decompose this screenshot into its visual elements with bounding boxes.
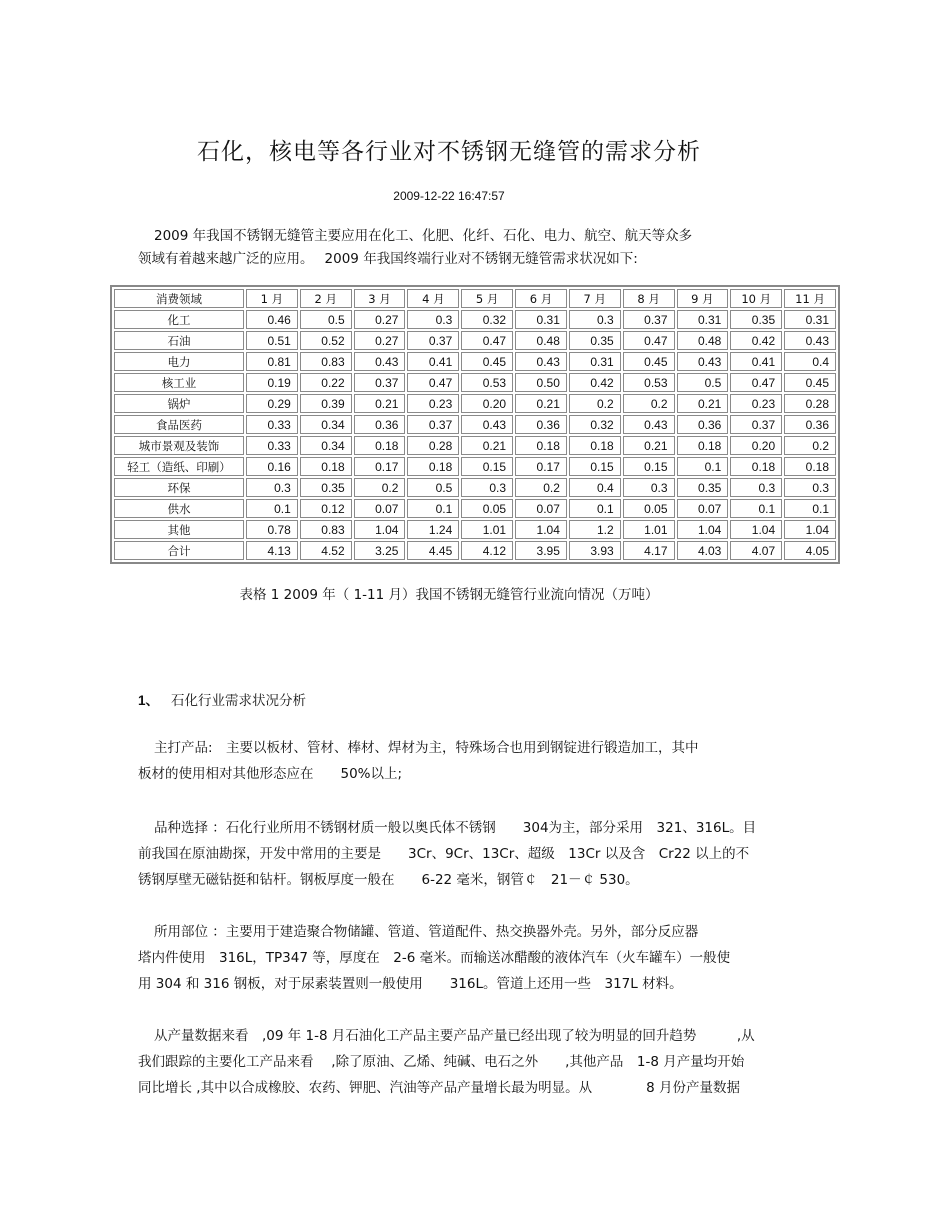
row-value: 0.78 [246, 520, 298, 539]
row-value: 4.52 [300, 541, 352, 560]
paragraph-line: 从产量数据来看 ,09 年 1-8 月石油化工产品主要产品产量已经出现了较为明显的回升趋势 ,从 [154, 1028, 755, 1044]
row-value: 0.37 [407, 415, 459, 434]
row-value: 0.48 [515, 331, 567, 350]
paragraph-line: 我们跟踪的主要化工产品来看 ,除了原油、乙烯、纯碱、电石之外 ,其他产品 1-8 月产量均开始 [138, 1054, 745, 1070]
row-category: 轻工（造纸、印刷） [114, 457, 244, 476]
paragraph-line: 同比增长 ,其中以合成橡胶、农药、钾肥、汽油等产品产量增长最为明显。从 8 月份产量数据 [138, 1080, 740, 1096]
section-heading [138, 689, 306, 709]
paragraph-line: 用 304 和 316 钢板，对于尿素装置则一般使用 316L。管道上还用一些 317L 材料。 [138, 976, 683, 992]
header-month: 5 月 [461, 289, 513, 308]
row-value: 4.13 [246, 541, 298, 560]
row-value: 0.39 [300, 394, 352, 413]
row-value: 1.04 [730, 520, 782, 539]
row-value: 0.07 [515, 499, 567, 518]
row-value: 0.1 [730, 499, 782, 518]
row-value: 3.95 [515, 541, 567, 560]
table-row [114, 520, 836, 539]
row-value: 0.1 [677, 457, 729, 476]
row-value: 0.18 [784, 457, 836, 476]
row-value: 0.37 [354, 373, 406, 392]
header-month: 7 月 [569, 289, 621, 308]
row-value: 0.2 [515, 478, 567, 497]
row-value: 0.3 [784, 478, 836, 497]
row-value: 0.35 [677, 478, 729, 497]
row-value: 0.16 [246, 457, 298, 476]
row-value: 0.43 [461, 415, 513, 434]
row-value: 0.28 [784, 394, 836, 413]
row-value: 0.43 [677, 352, 729, 371]
row-value: 0.36 [784, 415, 836, 434]
row-value: 0.23 [730, 394, 782, 413]
row-value: 0.27 [354, 331, 406, 350]
row-value: 0.47 [461, 331, 513, 350]
paragraph-line: 锈钢厚壁无磁钻挺和钻杆。钢板厚度一般在 6-22 毫米，钢管￠ 21－￠ 530。 [138, 872, 639, 888]
row-value: 0.12 [300, 499, 352, 518]
header-month: 8 月 [623, 289, 675, 308]
row-value: 0.17 [354, 457, 406, 476]
paragraph-line: 塔内件使用 316L，TP347 等，厚度在 2-6 毫米。而输送冰醋酸的液体汽车（火车罐车）一般使 [138, 950, 731, 966]
table-row [114, 415, 836, 434]
row-value: 0.22 [300, 373, 352, 392]
table-row [114, 499, 836, 518]
row-value: 0.15 [461, 457, 513, 476]
row-value: 0.05 [461, 499, 513, 518]
table-row [114, 541, 836, 560]
row-value: 0.1 [784, 499, 836, 518]
row-category: 城市景观及装饰 [114, 436, 244, 455]
row-category: 环保 [114, 478, 244, 497]
section-title: 石化行业需求状况分析 [171, 693, 307, 709]
row-value: 0.47 [407, 373, 459, 392]
row-value: 0.18 [569, 436, 621, 455]
table-row [114, 310, 836, 329]
table-row [114, 436, 836, 455]
row-value: 0.07 [677, 499, 729, 518]
row-value: 0.52 [300, 331, 352, 350]
table-row [114, 352, 836, 371]
row-value: 0.32 [569, 415, 621, 434]
row-value: 0.18 [730, 457, 782, 476]
row-value: 3.93 [569, 541, 621, 560]
row-value: 0.2 [784, 436, 836, 455]
row-value: 4.07 [730, 541, 782, 560]
row-value: 0.53 [623, 373, 675, 392]
row-value: 4.17 [623, 541, 675, 560]
row-value: 0.2 [354, 478, 406, 497]
publish-timestamp: 2009-12-22 16:47:57 [393, 189, 505, 203]
row-value: 1.04 [354, 520, 406, 539]
page-title: 石化，核电等各行业对不锈钢无缝管的需求分析 [197, 139, 701, 165]
row-value: 1.04 [515, 520, 567, 539]
header-category: 消费领域 [114, 289, 244, 308]
row-value: 0.51 [246, 331, 298, 350]
table-row [114, 457, 836, 476]
row-value: 0.21 [677, 394, 729, 413]
row-value: 0.18 [300, 457, 352, 476]
row-category: 合计 [114, 541, 244, 560]
row-value: 0.19 [246, 373, 298, 392]
row-value: 1.04 [677, 520, 729, 539]
row-value: 1.24 [407, 520, 459, 539]
row-value: 0.42 [730, 331, 782, 350]
row-value: 0.33 [246, 436, 298, 455]
table-row [114, 331, 836, 350]
row-value: 0.1 [246, 499, 298, 518]
row-value: 0.35 [300, 478, 352, 497]
row-value: 4.12 [461, 541, 513, 560]
row-value: 0.18 [515, 436, 567, 455]
row-value: 0.45 [784, 373, 836, 392]
row-value: 0.37 [730, 415, 782, 434]
row-value: 0.4 [569, 478, 621, 497]
row-category: 核工业 [114, 373, 244, 392]
row-value: 0.15 [569, 457, 621, 476]
row-value: 0.36 [515, 415, 567, 434]
paragraph-line: 所用部位 ：主要用于建造聚合物储罐、管道、管道配件、热交换器外壳。另外，部分反应器 [154, 924, 699, 940]
row-value: 0.32 [461, 310, 513, 329]
row-value: 0.37 [623, 310, 675, 329]
row-value: 0.35 [569, 331, 621, 350]
row-value: 0.43 [515, 352, 567, 371]
paragraph-usage-parts [138, 919, 828, 997]
row-value: 4.05 [784, 541, 836, 560]
header-month: 10 月 [730, 289, 782, 308]
demand-table [110, 285, 840, 564]
header-month: 11 月 [784, 289, 836, 308]
row-value: 0.3 [246, 478, 298, 497]
row-value: 0.05 [623, 499, 675, 518]
row-value: 4.45 [407, 541, 459, 560]
row-value: 0.21 [515, 394, 567, 413]
row-value: 1.01 [461, 520, 513, 539]
row-value: 0.34 [300, 436, 352, 455]
paragraph-main-products [138, 735, 828, 787]
row-value: 0.35 [730, 310, 782, 329]
row-value: 0.2 [623, 394, 675, 413]
row-value: 0.43 [354, 352, 406, 371]
row-category: 其他 [114, 520, 244, 539]
paragraph-line: 品种选择 ：石化行业所用不锈钢材质一般以奥氏体不锈钢 304为主，部分采用 321、316L。目 [154, 820, 757, 836]
table-caption: 表格 1 2009 年（ 1-11 月）我国不锈钢无缝管行业流向情况（万吨） [239, 587, 659, 603]
table-row [114, 478, 836, 497]
row-value: 0.83 [300, 520, 352, 539]
row-value: 0.45 [461, 352, 513, 371]
header-month: 9 月 [677, 289, 729, 308]
row-value: 0.41 [407, 352, 459, 371]
row-value: 0.3 [461, 478, 513, 497]
row-value: 0.3 [730, 478, 782, 497]
row-value: 0.4 [784, 352, 836, 371]
row-value: 0.28 [407, 436, 459, 455]
row-value: 0.21 [354, 394, 406, 413]
row-value: 1.04 [784, 520, 836, 539]
table-header-row [114, 289, 836, 308]
header-month: 3 月 [354, 289, 406, 308]
row-value: 0.47 [730, 373, 782, 392]
paragraph-line: 前我国在原油勘探，开发中常用的主要是 3Cr、9Cr、13Cr、超级 13Cr 以及含 Cr22 以上的不 [138, 846, 750, 862]
row-category: 食品医药 [114, 415, 244, 434]
row-category: 电力 [114, 352, 244, 371]
row-value: 0.18 [407, 457, 459, 476]
section-number: 1、 [138, 693, 160, 708]
row-value: 0.1 [407, 499, 459, 518]
header-month: 2 月 [300, 289, 352, 308]
row-value: 0.34 [300, 415, 352, 434]
row-value: 0.33 [246, 415, 298, 434]
paragraph-material-selection [138, 815, 828, 893]
row-value: 0.23 [407, 394, 459, 413]
row-value: 0.2 [569, 394, 621, 413]
row-value: 0.18 [677, 436, 729, 455]
row-value: 0.36 [354, 415, 406, 434]
row-value: 0.07 [354, 499, 406, 518]
row-value: 1.2 [569, 520, 621, 539]
paragraph-production-data [138, 1023, 828, 1101]
table-row [114, 373, 836, 392]
row-value: 0.31 [569, 352, 621, 371]
row-value: 0.5 [677, 373, 729, 392]
row-value: 0.81 [246, 352, 298, 371]
header-month: 4 月 [407, 289, 459, 308]
row-value: 3.25 [354, 541, 406, 560]
row-value: 0.20 [461, 394, 513, 413]
row-value: 0.18 [354, 436, 406, 455]
row-value: 0.50 [515, 373, 567, 392]
intro-line: 2009 年我国不锈钢无缝管主要应用在化工、化肥、化纤、石化、电力、航空、航天等众多 [154, 228, 693, 244]
row-value: 0.41 [730, 352, 782, 371]
row-value: 0.5 [300, 310, 352, 329]
row-value: 0.46 [246, 310, 298, 329]
row-value: 0.1 [569, 499, 621, 518]
row-category: 石油 [114, 331, 244, 350]
row-value: 0.43 [784, 331, 836, 350]
row-value: 0.3 [407, 310, 459, 329]
row-value: 0.31 [677, 310, 729, 329]
row-category: 锅炉 [114, 394, 244, 413]
paragraph-line: 主打产品: 主要以板材、管材、棒材、焊材为主，特殊场合也用到钢锭进行锻造加工，其中 [154, 740, 699, 756]
row-value: 0.5 [407, 478, 459, 497]
row-value: 0.83 [300, 352, 352, 371]
row-value: 0.37 [407, 331, 459, 350]
row-value: 0.31 [784, 310, 836, 329]
row-value: 0.53 [461, 373, 513, 392]
row-value: 1.01 [623, 520, 675, 539]
row-value: 0.21 [461, 436, 513, 455]
row-value: 0.3 [623, 478, 675, 497]
intro-paragraph [138, 225, 828, 271]
row-value: 0.29 [246, 394, 298, 413]
row-value: 0.47 [623, 331, 675, 350]
row-value: 0.17 [515, 457, 567, 476]
row-value: 0.20 [730, 436, 782, 455]
intro-line: 领域有着越来越广泛的应用。 2009 年我国终端行业对不锈钢无缝管需求状况如下: [138, 251, 638, 267]
header-month: 6 月 [515, 289, 567, 308]
paragraph-line: 板材的使用相对其他形态应在 50%以上; [138, 766, 403, 782]
row-value: 0.3 [569, 310, 621, 329]
row-category: 化工 [114, 310, 244, 329]
header-month: 1 月 [246, 289, 298, 308]
row-value: 0.31 [515, 310, 567, 329]
row-value: 0.45 [623, 352, 675, 371]
table-row [114, 394, 836, 413]
row-value: 0.42 [569, 373, 621, 392]
row-value: 0.36 [677, 415, 729, 434]
row-value: 0.43 [623, 415, 675, 434]
row-value: 4.03 [677, 541, 729, 560]
row-value: 0.27 [354, 310, 406, 329]
row-value: 0.48 [677, 331, 729, 350]
row-value: 0.15 [623, 457, 675, 476]
row-value: 0.21 [623, 436, 675, 455]
row-category: 供水 [114, 499, 244, 518]
